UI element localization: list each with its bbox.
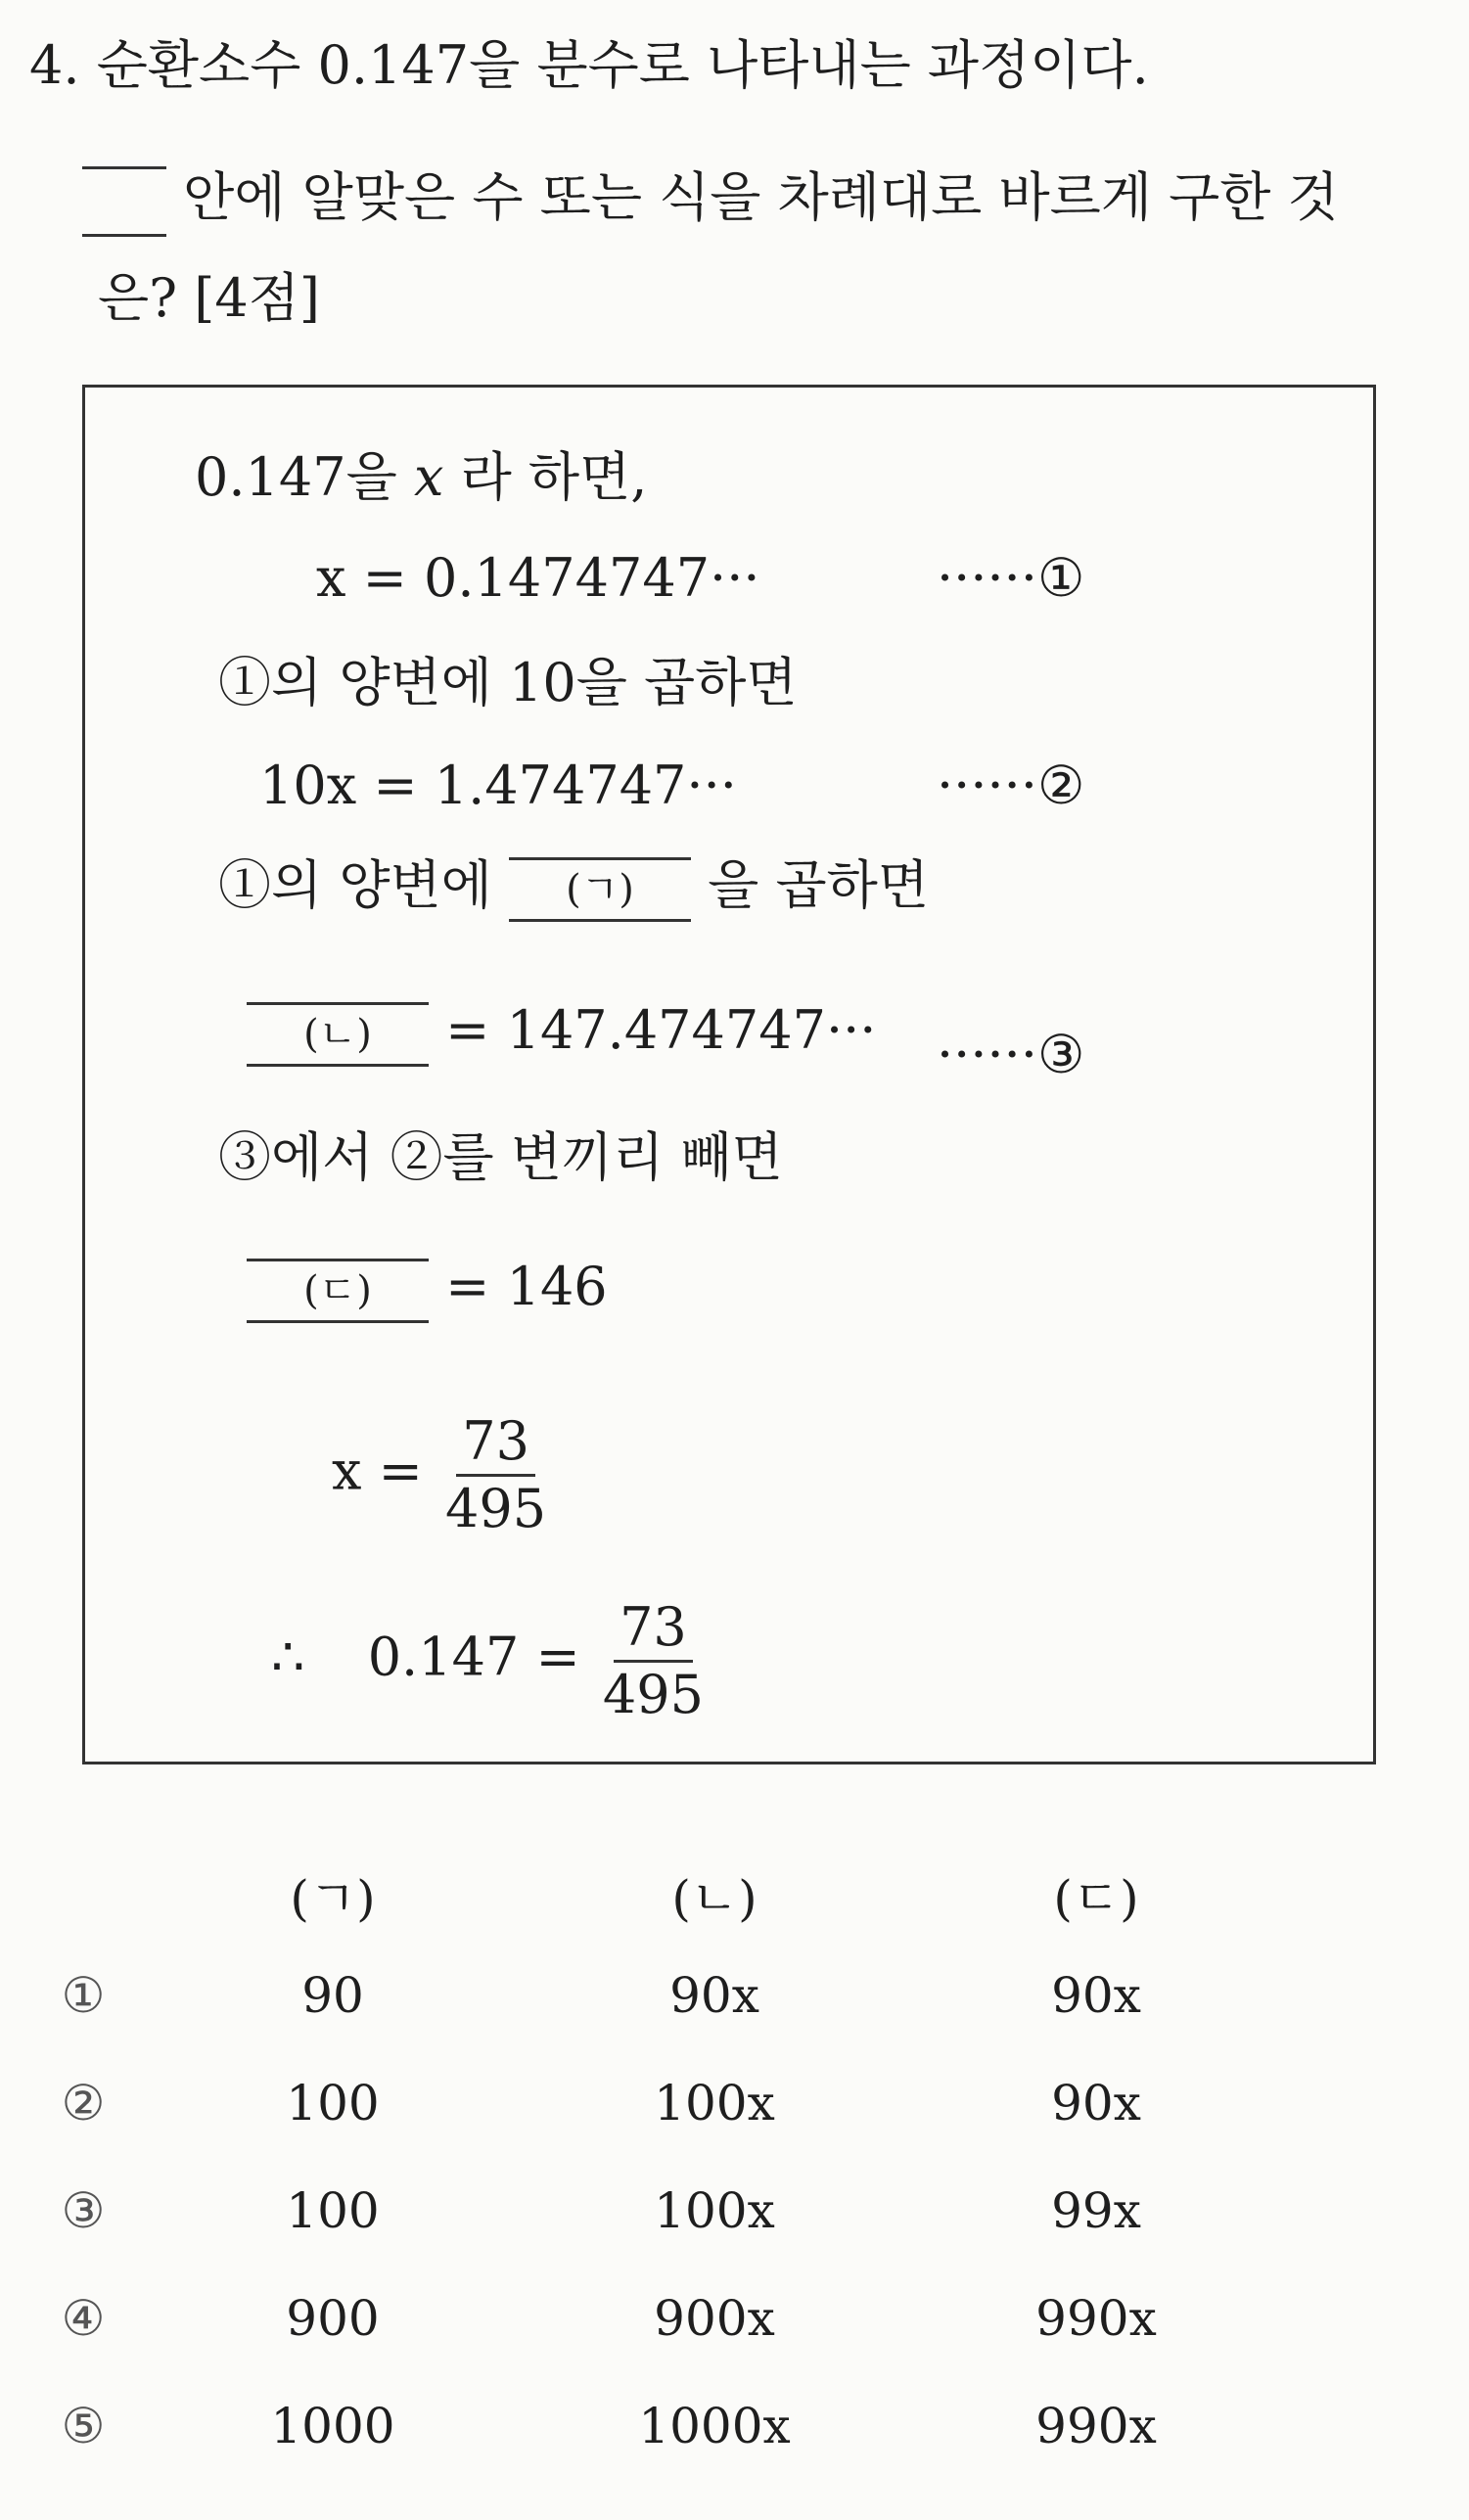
box-line8-right: = 146 (445, 1256, 608, 1317)
fraction-2-denominator: 495 (602, 1664, 704, 1725)
question-line2-text: 안에 알맞은 수 또는 식을 차례대로 바르게 구한 것 (183, 166, 1339, 228)
box-line1-var: x (413, 446, 444, 508)
box-line-10 (271, 1596, 710, 1725)
solution-box (82, 385, 1376, 1764)
blank-c: (ㄷ) (247, 1259, 429, 1323)
option-number: ① (61, 1967, 106, 2024)
option-value-b: 90x (669, 1967, 759, 2024)
box-line-1 (195, 446, 648, 508)
fraction-1 (439, 1410, 552, 1539)
box-line1-text2: 라 하면, (460, 446, 648, 508)
blank-b: (ㄴ) (247, 1002, 429, 1067)
option-value-a: 90 (301, 1967, 364, 2024)
box-tag-3: ······③ (937, 1024, 1085, 1085)
question-decimal: 0.147 (317, 34, 470, 96)
option-value-b: 100x (654, 2182, 775, 2239)
option-value-b: 100x (654, 2075, 775, 2131)
question-text-after: 을 분수로 나타내는 과정이다. (469, 34, 1149, 96)
options-header (0, 1859, 1469, 1928)
header-c: (ㄷ) (1053, 1870, 1139, 1927)
box-line10-eq: = (535, 1626, 580, 1688)
fraction-1-numerator: 73 (456, 1415, 535, 1477)
box-line9-left: x = (332, 1440, 423, 1502)
box-line5-a: ①의 양변에 (218, 854, 492, 916)
option-row-4[interactable] (0, 2290, 1469, 2359)
box-tag-1: ······① (937, 547, 1085, 609)
option-value-c: 99x (1051, 2182, 1141, 2239)
header-a: (ㄱ) (290, 1870, 376, 1927)
option-value-a: 100 (286, 2075, 380, 2131)
box-line1-decimal: 0.147 (195, 446, 346, 508)
box-line-7: ③에서 ②를 변끼리 빼면 (218, 1126, 783, 1188)
option-value-c: 90x (1051, 1967, 1141, 2024)
option-number: ③ (61, 2182, 106, 2239)
box-line-2: x = 0.1474747··· (316, 547, 760, 609)
option-number: ⑤ (61, 2398, 106, 2454)
option-value-a: 100 (286, 2182, 380, 2239)
option-row-2[interactable] (0, 2075, 1469, 2143)
option-row-3[interactable] (0, 2182, 1469, 2251)
box-line-9 (332, 1410, 552, 1539)
box-line6-right: = 147.474747··· (445, 999, 877, 1061)
option-value-b: 1000x (638, 2398, 791, 2454)
box-line-8 (247, 1256, 608, 1323)
question-number: 4. (29, 34, 80, 96)
option-value-b: 900x (654, 2290, 775, 2347)
question-line-1 (29, 34, 1149, 96)
fraction-1-denominator: 495 (445, 1478, 547, 1539)
fraction-2-numerator: 73 (614, 1601, 693, 1663)
box-line10-decimal: 0.147 (367, 1626, 520, 1688)
question-line-3: 은? [4점] (98, 267, 320, 329)
therefore-symbol: ∴ (271, 1626, 305, 1688)
box-line1-text: 을 (345, 446, 397, 508)
header-b: (ㄴ) (671, 1870, 757, 1927)
option-value-a: 1000 (270, 2398, 395, 2454)
box-line-4: 10x = 1.474747··· (259, 755, 737, 816)
option-value-c: 990x (1035, 2290, 1157, 2347)
box-line5-b: 을 곱하면 (708, 854, 929, 916)
option-row-5[interactable] (0, 2398, 1469, 2466)
box-line-6 (247, 999, 877, 1067)
question-text-before: 순환소수 (96, 34, 301, 96)
option-value-a: 900 (286, 2290, 380, 2347)
option-row-1[interactable] (0, 1967, 1469, 2036)
box-line-3: ①의 양변에 10을 곱하면 (218, 652, 798, 713)
box-tag-2: ······② (937, 755, 1085, 816)
option-value-c: 990x (1035, 2398, 1157, 2454)
blank-symbol (82, 166, 166, 237)
fraction-2 (597, 1596, 710, 1725)
option-value-c: 90x (1051, 2075, 1141, 2131)
question-line-2 (82, 166, 1339, 237)
box-line-5 (218, 854, 929, 922)
option-number: ④ (61, 2290, 106, 2347)
option-number: ② (61, 2075, 106, 2131)
blank-a: (ㄱ) (509, 857, 691, 922)
